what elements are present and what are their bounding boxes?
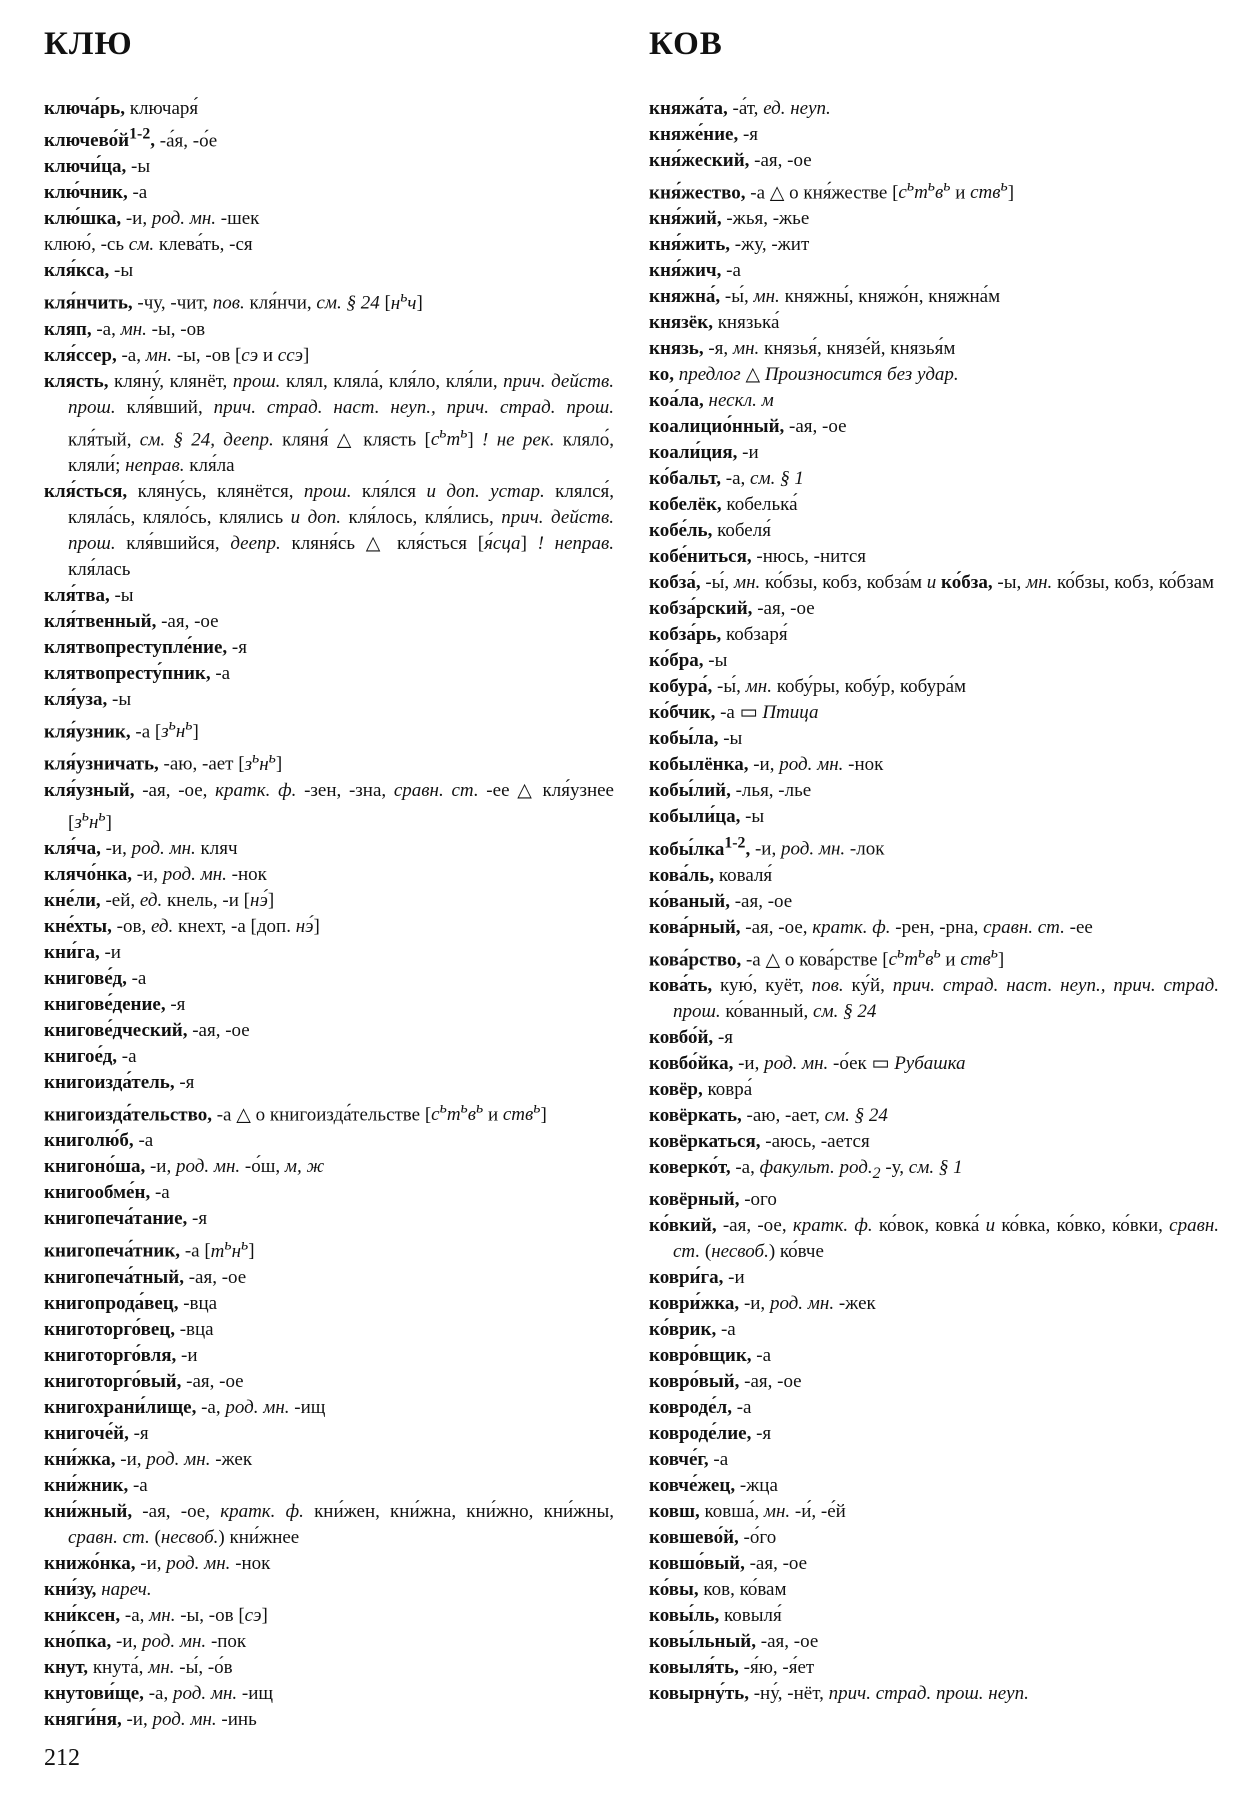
page-number: 212 — [44, 1745, 80, 1771]
dictionary-entry: кова́ть, кую́, куёт, пов. ку́й, прич. страд. наст. неуп., прич. страд. прош. ко́ванный, см. § 24 — [649, 974, 1219, 1022]
dictionary-entry: кля́узный, -ая, -ое, кратк. ф. -зен, -зна, сравн. ст. -ее △ кля́узнее $[з^ьн^ь]$ — [44, 779, 614, 833]
dictionary-entry: княжа́та, -а́т, ед. неуп. — [649, 98, 831, 119]
dictionary-entry: кобы́ла, -ы — [649, 728, 743, 750]
dictionary-entry: книгове́дческий, -ая, -ое — [44, 1019, 250, 1041]
dictionary-entry: ковро́вый, -ая, -ое — [649, 1370, 802, 1392]
dictionary-entry: кова́рство, -а △ о кова́рстве [$с^ьт^ьв^ь$ и ств$^ь$] — [649, 944, 1005, 970]
dictionary-entry: кни́жный, -ая, -ое, кратк. ф. кни́жен, кни́жна, кни́жно, кни́жны, сравн. ст. (несвоб.) кни́жнее — [44, 1500, 614, 1548]
dictionary-entry: ко́бальт, -а, см. § 1 — [649, 468, 804, 490]
dictionary-entry: коа́ла, нескл. м — [649, 390, 774, 412]
dictionary-entry: кля́твенный, -ая, -ое — [44, 610, 219, 632]
dictionary-entry: кобза́рский, -ая, -ое — [649, 598, 815, 620]
dictionary-entry: кни́ксен, -а, мн. -ы, -ов [сэ] — [44, 1604, 268, 1626]
dictionary-entry: кни́га, -и — [44, 941, 121, 963]
dictionary-entry: коври́жка, -и, род. мн. -жек — [649, 1292, 876, 1314]
dictionary-entry: кно́пка, -и, род. мн. -пок — [44, 1630, 247, 1652]
dictionary-entry: княжна́, -ы́, мн. княжны́, княжо́н, княжна́м — [649, 286, 1001, 308]
dictionary-entry: кня́жич, -а — [649, 260, 741, 282]
dictionary-entry: книгоизда́тель, -я — [44, 1071, 195, 1093]
dictionary-entry: ковшево́й, -о́го — [649, 1526, 777, 1548]
dictionary-entry: клясть, кляну́, клянёт, прош. клял, кляла́, кля́ло, кля́ли, прич. действ. прош. кля́вший, прич. страд. наст. неуп., прич. страд. прош. кля́тый, см. § 24, деепр. кляня́ △ клясть $[с^ьт^ь]$ ! не рек. кляло́, кляли́; неправ. кля́ла — [44, 370, 615, 476]
dictionary-entry: князёк, князька́ — [649, 312, 780, 334]
dictionary-entry: ковшо́вый, -ая, -ое — [649, 1552, 808, 1574]
dictionary-entry: кля́сться, кляну́сь, клянётся, прош. кля́лся и доп. устар. клялся́, кляла́сь, кляло́сь, клялись и доп. кля́лось, кля́лись, прич. действ. прош. кля́вшийся, деепр. кляня́сь △ кля́сться [я́сца] ! неправ. кля́лась — [44, 480, 615, 580]
dictionary-entry: книгопрода́вец, -вца — [44, 1292, 218, 1314]
dictionary-entry: коали́ция, -и — [649, 442, 759, 464]
dictionary-entry: книгоизда́тельство, -а △ о книгоизда́тельстве [$с^ьт^ьв^ь$ и ств$^ь$] — [44, 1099, 547, 1126]
dictionary-entry: коверко́т, -а, факульт. $род._2$ -у, см. § 1 — [649, 1156, 963, 1182]
dictionary-entry: кля́тва, -ы — [44, 584, 134, 606]
dictionary-entry: книгове́дение, -я — [44, 993, 186, 1015]
dictionary-entry: кобы́лий, -лья, -лье — [649, 780, 812, 802]
dictionary-entry: книгопеча́тание, -я — [44, 1208, 208, 1230]
dictionary-entry: кля́узник, -а $[з^ьн^ь]$ — [44, 716, 199, 743]
dictionary-entry: кни́жник, -а — [44, 1474, 148, 1496]
dictionary-entry: клятвопресту́пник, -а — [44, 662, 231, 684]
dictionary-entry: кни́жка, -и, род. мн. -жек — [44, 1448, 253, 1470]
dictionary-entry: кобура́, -ы́, мн. кобу́ры, кобу́р, кобура́м — [649, 676, 967, 698]
dictionary-entry: кнутови́ще, -а, род. мн. -ищ — [44, 1682, 274, 1704]
dictionary-entry: ковыля́ть, -я́ю, -я́ет — [649, 1656, 815, 1678]
dictionary-entry: ключа́рь, ключаря́ — [44, 98, 199, 119]
dictionary-entry: книгоче́й, -я — [44, 1422, 149, 1444]
dictionary-entry: ко́вкий, -ая, -ое, кратк. ф. ко́вок, ковка́ и ко́вка, ко́вко, ко́вки, сравн. ст. (несвоб.) ко́вче — [649, 1214, 1219, 1262]
dictionary-entry: книгое́д, -а — [44, 1045, 137, 1067]
dictionary-entry: кля́ссер, -а, мн. -ы, -ов [сэ и ссэ] — [44, 344, 310, 366]
dictionary-entry: ковы́ль, ковыля́ — [649, 1604, 782, 1626]
dictionary-entry: кне́хты, -ов, ед. кнехт, -а [доп. нэ́] — [44, 915, 320, 937]
dictionary-entry: кобза́, -ы́, мн. ко́бзы, кобз, кобза́м и ко́бза, -ы, мн. ко́бзы, кобз, ко́бзам — [649, 572, 1215, 594]
dictionary-entry: коалицио́нный, -ая, -ое — [649, 416, 847, 438]
dictionary-entry: книголю́б, -а — [44, 1130, 154, 1152]
dictionary-entry: ковроде́л, -а — [649, 1396, 752, 1418]
dictionary-entry: кова́рный, -ая, -ое, кратк. ф. -рен, -рна, сравн. ст. -ее — [649, 916, 1093, 938]
dictionary-entry: клю́чник, -а — [44, 182, 148, 204]
dictionary-entry: клю́шка, -и, род. мн. -шек — [44, 208, 260, 230]
dictionary-entry: кля́уза, -ы — [44, 688, 132, 710]
dictionary-entry: ковы́льный, -ая, -ое — [649, 1630, 819, 1652]
dictionary-entry: книготорго́вец, -вца — [44, 1318, 214, 1340]
dictionary-entry: кобыли́ца, -ы — [649, 806, 765, 828]
dictionary-entry: кобы́лка$^{1-2}$, -и, род. мн. -лок — [649, 834, 885, 860]
dictionary-entry: кобелёк, кобелька́ — [649, 494, 798, 516]
dictionary-entry: ковёр, ковра́ — [649, 1078, 753, 1100]
dictionary-entry: кня́жий, -жья, -жье — [649, 208, 810, 230]
dictionary-entry: кобе́ль, кобеля́ — [649, 520, 771, 542]
right-column — [649, 96, 1219, 1707]
dictionary-entry: ковче́жец, -жца — [649, 1474, 778, 1496]
dictionary-entry: ковроде́лие, -я — [649, 1422, 772, 1444]
dictionary-entry: кова́ль, коваля́ — [649, 864, 773, 886]
dictionary-entry: кнут, кнута́, мн. -ы́, -о́в — [44, 1656, 233, 1678]
dictionary-entry: книжо́нка, -и, род. мн. -нок — [44, 1552, 271, 1574]
dictionary-entry: кля́нчить, -чу, -чит, пов. кля́нчи, см. § 24 $[н^ьч]$ — [44, 288, 423, 314]
dictionary-entry: книготорго́вый, -ая, -ое — [44, 1370, 244, 1392]
dictionary-entry: кобе́ниться, -нюсь, -нится — [649, 546, 867, 568]
dictionary-entry: ковёрный, -ого — [649, 1188, 777, 1210]
dictionary-entry: ковбо́йка, -и, род. мн. -о́ек ▭ Рубашка — [649, 1052, 966, 1074]
dictionary-entry: $ключево́й^{1-2}$, -а́я, -о́е — [44, 126, 218, 152]
left-column — [44, 96, 614, 1733]
dictionary-entry: книгове́д, -а — [44, 967, 147, 989]
dictionary-entry: ключи́ца, -ы — [44, 156, 151, 178]
dictionary-entry: кня́жить, -жу, -жит — [649, 234, 810, 256]
dictionary-entry: княже́ние, -я — [649, 124, 759, 145]
dictionary-entry: клюю́, -сь см. клева́ть, -ся — [44, 234, 253, 256]
dictionary-entry: ко́бра, -ы — [649, 650, 728, 672]
dictionary-entry: клятвопреступле́ние, -я — [44, 636, 247, 658]
dictionary-entry: кня́жество, -а △ о кня́жестве [$с^ьт^ьв^ь$ и ств$^ь$] — [649, 178, 1015, 204]
dictionary-entry: ковш, ковша́, мн. -и́, -е́й — [649, 1500, 846, 1522]
dictionary-entry: книгохрани́лище, -а, род. мн. -ищ — [44, 1396, 326, 1418]
dictionary-entry: ко́бчик, -а ▭ Птица — [649, 702, 819, 724]
dictionary-entry: книготорго́вля, -и — [44, 1344, 198, 1366]
dictionary-entry: кля́ча, -и, род. мн. кляч — [44, 837, 238, 859]
dictionary-entry: кне́ли, -ей, ед. кнель, -и [нэ́] — [44, 889, 275, 911]
dictionary-entry: ковче́г, -а — [649, 1448, 729, 1470]
dictionary-entry: княги́ня, -и, род. мн. -инь — [44, 1708, 257, 1730]
dictionary-entry: кня́жеский, -ая, -ое — [649, 150, 812, 171]
dictionary-entry: книгопеча́тник, -а $[т^ьн^ь]$ — [44, 1236, 255, 1262]
dictionary-entry: князь, -я, мн. князья́, князе́й, князья́м — [649, 338, 956, 360]
dictionary-entry: ковёркать, -аю, -ает, см. § 24 — [649, 1104, 888, 1126]
dictionary-entry: клячо́нка, -и, род. мн. -нок — [44, 863, 267, 885]
dictionary-entry: кля́кса, -ы — [44, 260, 134, 282]
dictionary-entry: ковро́вщик, -а — [649, 1344, 772, 1366]
dictionary-entry: кля́узничать, -аю, -ает $[з^ьн^ь]$ — [44, 749, 283, 775]
dictionary-entry: ко́вы, ков, ко́вам — [649, 1578, 787, 1600]
dictionary-entry: ко́врик, -а — [649, 1318, 736, 1340]
dictionary-entry: ковёркаться, -аюсь, -ается — [649, 1130, 870, 1152]
dictionary-entry: ко, предлог △ Произносится без удар. — [649, 364, 959, 386]
dictionary-entry: ко́ваный, -ая, -ое — [649, 890, 793, 912]
dictionary-entry: книгопеча́тный, -ая, -ое — [44, 1266, 247, 1288]
dictionary-entry: кляп, -а, мн. -ы, -ов — [44, 318, 206, 340]
dictionary-entry: коври́га, -и — [649, 1266, 745, 1288]
dictionary-entry: книгоно́ша, -и, род. мн. -о́ш, м, ж — [44, 1156, 325, 1178]
dictionary-entry: кобза́рь, кобзаря́ — [649, 624, 788, 646]
page-header-left: КЛЮ — [44, 26, 133, 62]
dictionary-entry: книгообме́н, -а — [44, 1182, 170, 1204]
dictionary-entry: ковырну́ть, -ну́, -нёт, прич. страд. прош. неуп. — [649, 1682, 1029, 1704]
dictionary-entry: ковбо́й, -я — [649, 1026, 734, 1048]
dictionary-entry: кобылёнка, -и, род. мн. -нок — [649, 754, 884, 776]
page-header-right: КОВ — [649, 26, 723, 62]
dictionary-entry: кни́зу, нареч. — [44, 1578, 152, 1600]
